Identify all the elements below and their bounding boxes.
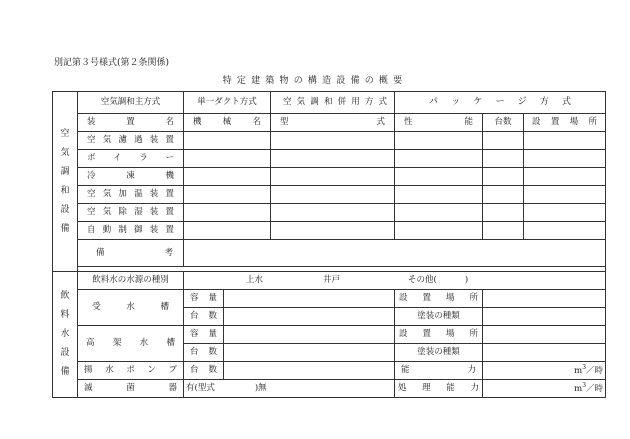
receiving-tank: 受水槽 [78,290,184,326]
source-well[interactable]: 井戸 [323,275,341,286]
cell-input[interactable] [483,290,606,308]
water-char-3: 設 [60,348,70,358]
air-char-5: 備 [60,223,70,234]
source-tap[interactable]: 上水 [246,275,264,286]
cell-input[interactable] [271,204,395,222]
water-char-0: 飲 [60,291,70,301]
water-char-2: 水 [60,329,70,339]
cell-input[interactable] [524,132,606,150]
water-source-label: 飲料水の水源の種別 [78,272,184,290]
cell-input[interactable] [483,150,524,168]
method-combined-text: 空気調和併用方式 [283,97,388,108]
count-label: 台数 [184,344,224,362]
remarks-field[interactable] [184,240,606,267]
cell-input[interactable] [224,362,395,380]
cell-input[interactable] [524,186,606,204]
col-device-name: 装置名 [78,114,184,132]
cell-input[interactable] [395,132,483,150]
cell-input[interactable] [224,344,395,362]
install-location-label: 設置場所 [395,326,483,344]
water-source-options[interactable] [184,272,606,290]
method-package: パッケージ方式 [395,92,606,114]
cell-input[interactable] [395,168,483,186]
cell-input[interactable] [483,132,524,150]
cell-input[interactable] [395,186,483,204]
air-char-2: 調 [60,166,70,177]
cell-input[interactable] [395,150,483,168]
method-combined [271,92,395,114]
cell-input[interactable] [524,168,606,186]
cell-input[interactable] [184,186,271,204]
unit-m: m [574,365,583,376]
water-char-4: 備 [60,367,70,377]
unit-rate: ／時 [586,365,604,376]
water-section-label [53,272,78,398]
air-char-4: 設 [60,204,70,215]
device-air-filter: 空気濾過装置 [78,132,184,150]
device-boiler: ボイラー [78,150,184,168]
cell-input[interactable] [224,326,395,344]
air-char-0: 空 [60,128,70,139]
source-other-close: ) [464,275,469,286]
cell-input[interactable] [483,344,606,362]
cell-input[interactable] [184,204,271,222]
cell-input[interactable] [483,222,524,240]
cell-input[interactable] [483,186,524,204]
count-label: 台数 [184,362,224,380]
cell-input[interactable] [395,222,483,240]
air-char-3: 和 [60,185,70,196]
cell-input[interactable] [224,308,395,326]
cell-input[interactable] [483,168,524,186]
sterilizer-label: 滅菌器 [78,380,184,398]
col-location: 設置場所 [524,114,606,132]
cell-input[interactable] [271,168,395,186]
device-refrigerator: 冷凍機 [78,168,184,186]
cell-input[interactable] [224,290,395,308]
structure-equipment-table [52,91,606,398]
paint-type-label: 塗装の種類 [395,308,483,326]
elevated-tank: 高架水槽 [78,326,184,362]
cell-input[interactable] [524,150,606,168]
process-capacity-label: 処理能力 [395,380,483,398]
cell-input[interactable] [271,222,395,240]
cell-input[interactable] [524,222,606,240]
cell-input[interactable] [395,204,483,222]
method-single-duct: 単一ダクト方式 [184,92,271,114]
capacity-label: 容量 [184,290,224,308]
form-caption: 別記第３号様式(第２条関係) [54,58,170,68]
cell-input[interactable] [271,132,395,150]
cell-input[interactable] [271,186,395,204]
unit-rate: ／時 [586,383,604,394]
cell-input[interactable] [483,308,606,326]
pump-capacity-field[interactable] [483,362,606,380]
method-header: 空気調和主方式 [78,92,184,114]
unit-sup: 3 [582,364,587,372]
air-section-label [53,92,78,272]
process-capacity-field[interactable] [483,380,606,398]
col-performance: 性能 [395,114,483,132]
sterilizer-options[interactable] [184,380,395,398]
pump-label: 揚水ポンプ [78,362,184,380]
form-title: 特定建築物の構造設備の概要 [222,76,408,86]
col-quantity: 台数 [483,114,524,132]
air-char-1: 気 [60,147,70,158]
capacity-label: 容量 [184,326,224,344]
cell-input[interactable] [184,222,271,240]
unit-sup: 3 [582,382,587,390]
sterilizer-yes[interactable]: 有(型式 [186,383,215,394]
device-dehumidifier: 空気除湿装置 [78,204,184,222]
paint-type-label: 塗装の種類 [395,344,483,362]
cell-input[interactable] [483,204,524,222]
cell-input[interactable] [483,326,606,344]
col-model: 型式 [271,114,395,132]
source-other[interactable]: その他( [408,275,437,286]
sterilizer-no[interactable]: )無 [254,383,267,394]
cell-input[interactable] [184,132,271,150]
water-char-1: 料 [60,310,70,320]
unit-m: m [574,383,583,394]
cell-input[interactable] [184,168,271,186]
cell-input[interactable] [271,150,395,168]
count-label: 台数 [184,308,224,326]
cell-input[interactable] [184,150,271,168]
device-auto-control: 自動制御装置 [78,222,184,240]
capacity-perf-label: 能力 [395,362,483,380]
col-machine-name: 機械名 [184,114,271,132]
cell-input[interactable] [524,204,606,222]
device-air-heater: 空気加温装置 [78,186,184,204]
install-location-label: 設置場所 [395,290,483,308]
remarks-label: 備考 [78,240,184,267]
